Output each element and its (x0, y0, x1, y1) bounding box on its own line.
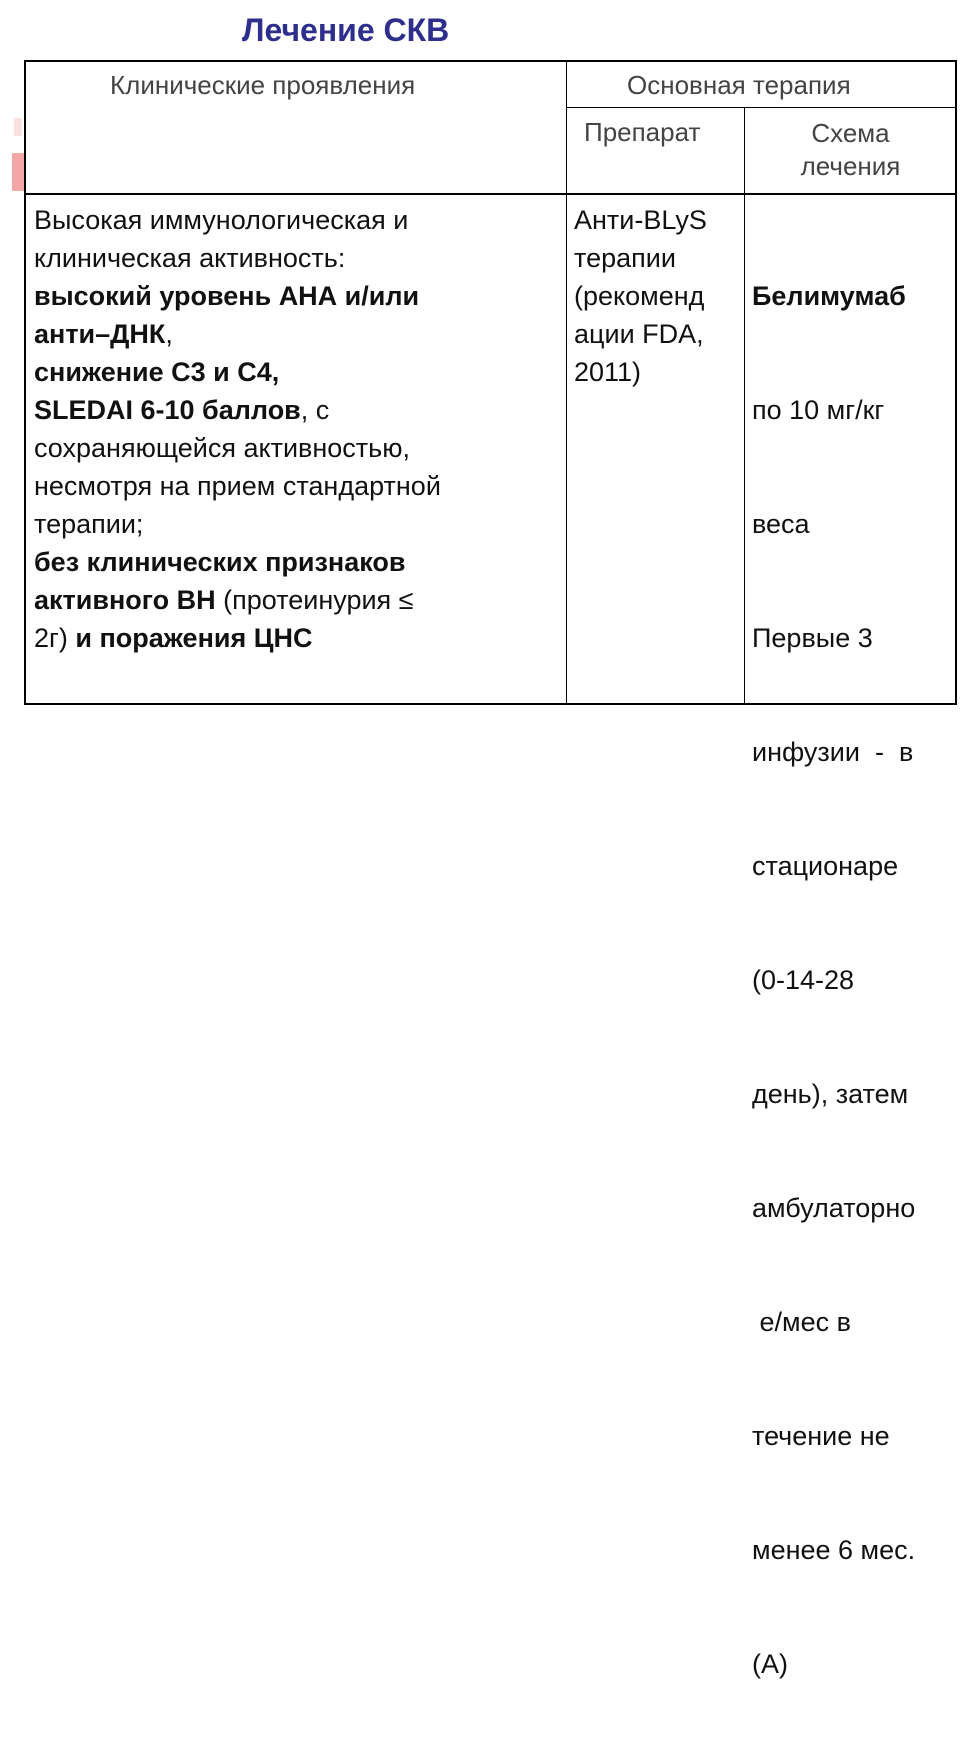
clinical-text: (протеинурия ≤ (215, 585, 414, 615)
col-divider-2 (744, 107, 745, 705)
drug-cell (574, 201, 707, 391)
clinical-bold: активного ВН (34, 585, 216, 615)
drug-line: 2011) (574, 357, 642, 387)
decor-mark (12, 153, 24, 191)
clinical-line (34, 315, 441, 353)
scheme-line: менее 6 мес. (752, 1535, 916, 1565)
clinical-manifestations (34, 201, 441, 657)
clinical-line (34, 391, 441, 429)
clinical-bold: и поражения ЦНС (67, 623, 313, 653)
scheme-line: инфузии - в (752, 737, 914, 767)
drug-line: (рекоменд (574, 281, 705, 311)
therapy-table (24, 60, 957, 1679)
header-scheme-line1: Схема (811, 118, 890, 148)
drug-name-bold: Белимумаб (752, 281, 906, 311)
header-therapy: Основная терапия (627, 70, 851, 100)
clinical-text: , с (300, 395, 330, 425)
clinical-bold: анти–ДНК (34, 319, 166, 349)
scheme-line: течение не (752, 1421, 890, 1451)
scheme-line: (А) (752, 1649, 788, 1679)
clinical-line (34, 619, 441, 657)
clinical-line (34, 277, 441, 315)
scheme-line: амбулаторно (752, 1193, 916, 1223)
clinical-line (34, 581, 441, 619)
clinical-line (34, 543, 441, 581)
scheme-line: по 10 мг/кг (752, 395, 885, 425)
header-scheme-line2: лечения (800, 151, 901, 181)
clinical-text: , (165, 319, 173, 349)
clinical-bold: SLEDAI 6-10 баллов (34, 395, 301, 425)
scheme-line: е/мес в (752, 1307, 851, 1337)
clinical-line: терапии; (34, 509, 144, 539)
therapy-subheader-divider (566, 107, 957, 108)
header-clinical: Клинические проявления (110, 70, 416, 100)
clinical-line: несмотря на прием стандартной (34, 471, 441, 501)
scheme-line: Первые 3 (752, 623, 873, 653)
scheme-line: стационаре (752, 851, 899, 881)
col-divider-1 (566, 60, 567, 705)
header-scheme (744, 117, 957, 183)
drug-line: терапии (574, 243, 676, 273)
decor-mark-light (14, 118, 22, 136)
scheme-line: день), затем (752, 1079, 909, 1109)
table-border-left (24, 60, 26, 705)
drug-line: Анти-BLyS (574, 205, 707, 235)
drug-line: ации FDA, (574, 319, 704, 349)
scheme-line: (0-14-28 (752, 965, 855, 995)
clinical-bold: высокий уровень АНА и/или (34, 281, 420, 311)
clinical-line: клиническая активность: (34, 243, 346, 273)
header-divider (24, 193, 957, 195)
clinical-line: Высокая иммунологическая и (34, 205, 409, 235)
clinical-line (34, 353, 441, 391)
scheme-cell (752, 201, 915, 1759)
clinical-bold: без клинических признаков (34, 547, 406, 577)
clinical-line: сохраняющейся активностью, (34, 433, 410, 463)
scheme-line: веса (752, 509, 810, 539)
clinical-bold: снижение С3 и С4, (34, 357, 280, 387)
clinical-text: 2г) (34, 623, 68, 653)
page-title: Лечение СКВ (242, 12, 450, 48)
header-drug: Препарат (584, 117, 701, 147)
scheme-line (752, 277, 915, 315)
table-border-top (24, 60, 957, 62)
